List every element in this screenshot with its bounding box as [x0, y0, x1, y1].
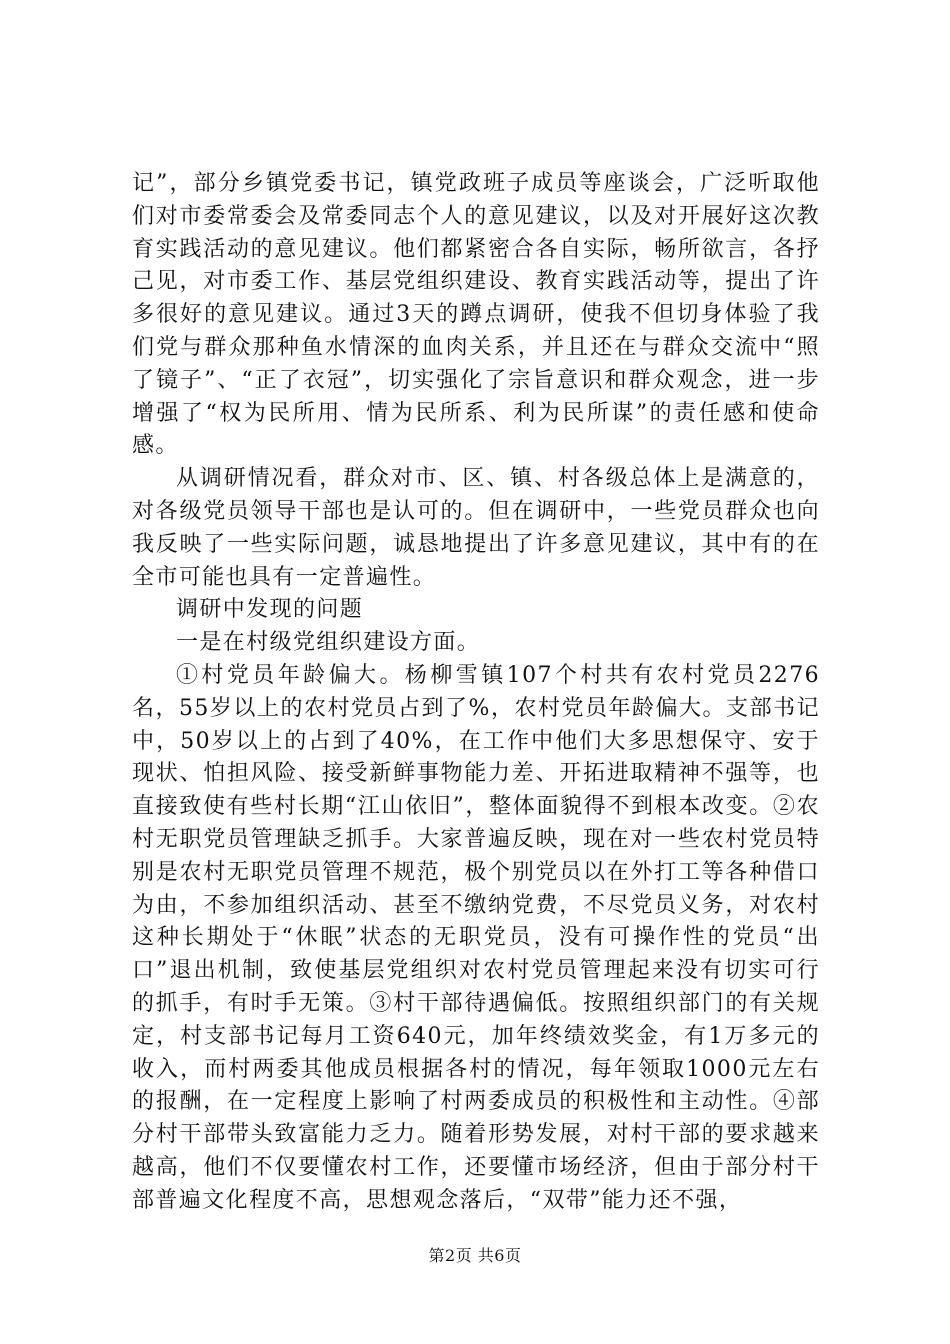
document-body — [132, 168, 820, 1218]
paragraph: 记”，部分乡镇党委书记，镇党政班子成员等座谈会，广泛听取他们对市委常委会及常委同志个人的意见建议，以及对开展好这次教育实践活动的意见建议。他们都紧密合各自实际，畅所欲言，各抒己见，对市委工作、基层党组织建设、教育实践活动等，提出了许多很好的意见建议。通过3天的蹲点调研，使我不但切身体验了我们党与群众那种鱼水情深的血肉关系，并且还在与群众交流中“照了镜子”、“正了衣冠”，切实强化了宗旨意识和群众观念，进一步增强了“权为民所用、情为民所系、利为民所谋”的责任感和使命感。 — [132, 171, 820, 459]
section-heading: 调研中发现的问题 — [176, 597, 364, 623]
subsection-heading: 一是在村级党组织建设方面。 — [176, 630, 481, 656]
paragraph: ①村党员年龄偏大。杨柳雪镇107个村共有农村党员2276名，55岁以上的农村党员占到了%，农村党员年龄偏大。支部书记中，50岁以上的占到了40%，在工作中他们大多思想保守、安于现状、怕担风险、接受新鲜事物能力差、开拓进取精神不强等，也直接致使有些村长期“江山依旧”，整体面貌得不到根本改变。②农村无职党员管理缺乏抓手。大家普遍反映，现在对一些农村党员特别是农村无职党员管理不规范，极个别党员以在外打工等各种借口为由，不参加组织活动、甚至不缴纳党费，不尽党员义务，对农村这种长期处于“休眠”状态的无职党员，没有可操作性的党员“出口”退出机制，致使基层党组织对农村党员管理起来没有切实可行的抓手，有时手无策。③村干部待遇偏低。按照组织部门的有关规定，村支部书记每月工资640元，加年终绩效奖金，有1万多元的收入，而村两委其他成员根据各村的情况，每年领取1000元左右的报酬，在一定程度上影响了村两委成员的积极性和主动性。④部分村干部带头致富能力乏力。随着形势发展，对村干部的要求越来越高，他们不仅要懂农村工作，还要懂市场经济，但由于部分村干部普遍文化程度不高，思想观念落后，“双带”能力还不强， — [132, 662, 820, 1213]
paragraph: 从调研情况看，群众对市、区、镇、村各级总体上是满意的，对各级党员领导干部也是认可的。但在调研中，一些党员群众也向我反映了一些实际问题，诚恳地提出了许多意见建议，其中有的在全市可能也具有一定普遍性。 — [132, 466, 820, 590]
page-footer: 第2页 共6页 — [428, 1246, 522, 1265]
